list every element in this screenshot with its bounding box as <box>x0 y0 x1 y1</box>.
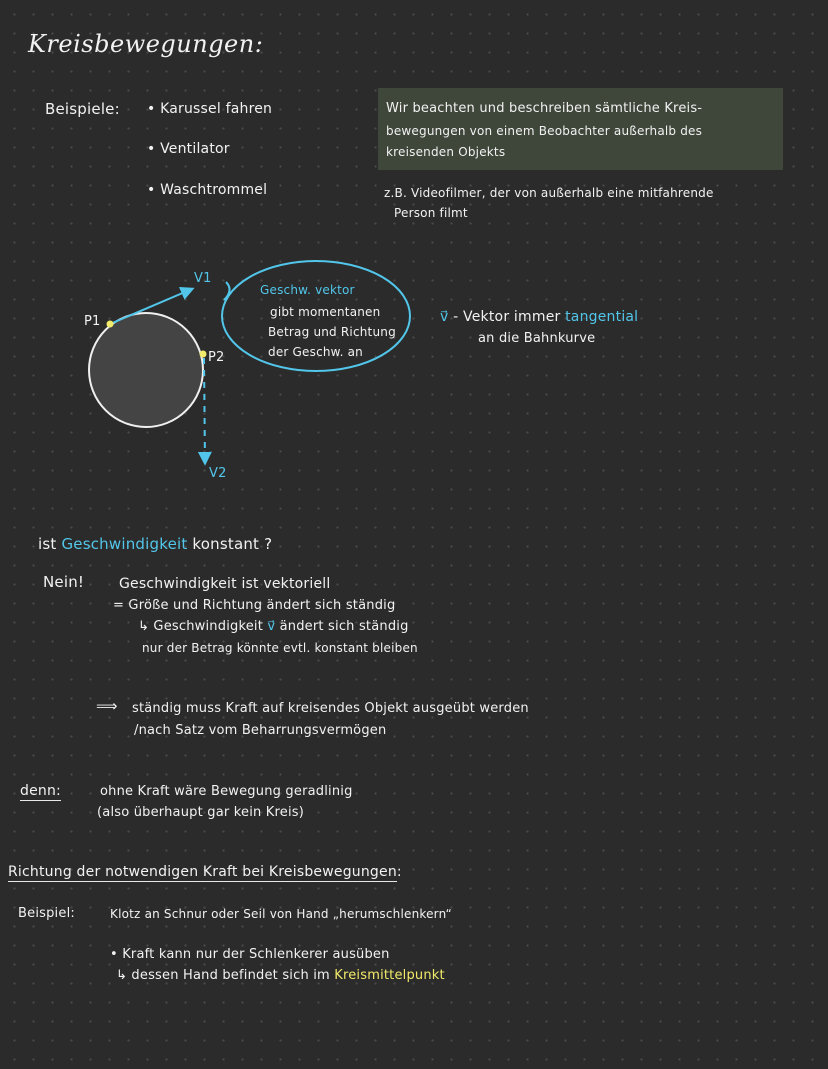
example-item-1: • Karussel fahren <box>147 101 273 117</box>
section2-heading-row: Richtung der notwendigen Kraft bei Kreisbewegungen: <box>8 864 402 880</box>
bubble-line-1: Geschw. vektor <box>260 283 355 297</box>
answer-label: Nein! <box>43 573 85 591</box>
circle-center-keyword: Kreismittelpunkt <box>334 968 445 983</box>
tangential-keyword: tangential <box>565 309 639 325</box>
velocity-vector-v2 <box>204 358 205 463</box>
highlight-line-3: kreisenden Objekts <box>386 145 506 159</box>
question: ist Geschwindigkeit konstant ? <box>38 535 273 553</box>
highlight-line-2: bewegungen von einem Beobachter außerhalb des <box>386 124 703 138</box>
orbit-circle <box>89 313 203 427</box>
label-p2: P2 <box>208 350 225 365</box>
label-v1: V1 <box>194 271 212 286</box>
answer-line-3: ↳ Geschwindigkeit v⃗ ändert sich ständig <box>138 619 409 634</box>
v-vector-symbol: v⃗ <box>440 309 449 325</box>
section2-heading: Richtung der notwendigen Kraft bei Kreisbewegungen <box>8 864 397 880</box>
answer-line-1: Geschwindigkeit ist vektoriell <box>119 576 331 592</box>
bubble-line-4: der Geschw. an <box>268 345 363 359</box>
example-note-line-1: z.B. Videofilmer, der von außerhalb eine mitfahrende <box>384 186 714 200</box>
section2-bullet-2: ↳ dessen Hand befindet sich im Kreismittelpunkt <box>116 968 445 983</box>
bubble-line-3: Betrag und Richtung <box>268 325 396 339</box>
implies-arrow: ⟹ <box>96 697 118 715</box>
section2-bullet-1: • Kraft kann nur der Schlenkerer ausüben <box>110 947 390 962</box>
reason-line-2: (also überhaupt gar kein Kreis) <box>97 805 305 820</box>
reason-label: denn: <box>20 783 61 799</box>
answer-line-4: nur der Betrag könnte evtl. konstant bleiben <box>142 641 418 655</box>
speed-keyword: Geschwindigkeit <box>61 535 188 553</box>
answer-line-2: = Größe und Richtung ändert sich ständig <box>113 598 396 613</box>
section2-example-label: Beispiel: <box>18 906 75 921</box>
reason-line-1: ohne Kraft wäre Bewegung geradlinig <box>100 784 353 799</box>
highlight-line-1: Wir beachten und beschreiben sämtliche Kreis- <box>386 101 703 116</box>
label-v2: V2 <box>209 466 227 481</box>
section2-example-text: Klotz an Schnur oder Seil von Hand „herumschlenkern“ <box>110 907 452 921</box>
example-item-3: • Waschtrommel <box>147 182 268 198</box>
point-p2-dot <box>200 351 207 358</box>
point-p1-dot <box>107 321 114 328</box>
label-p1: P1 <box>84 314 101 329</box>
bubble-line-2: gibt momentanen <box>270 305 381 319</box>
examples-label: Beispiele: <box>45 100 120 118</box>
example-item-2: • Ventilator <box>147 141 230 157</box>
tangent-note-line-2: an die Bahnkurve <box>478 331 596 346</box>
example-note-line-2: Person filmt <box>394 206 468 220</box>
conclusion-line-1: ständig muss Kraft auf kreisendes Objekt ausgeübt werden <box>132 701 529 716</box>
circle-diagram <box>0 0 828 520</box>
v-symbol: v⃗ <box>267 619 276 634</box>
conclusion-line-2: /nach Satz vom Beharrungsvermögen <box>134 723 387 738</box>
page-title: Kreisbewegungen: <box>28 30 264 58</box>
tangent-note-line-1: v⃗ - Vektor immer tangential <box>440 309 639 325</box>
